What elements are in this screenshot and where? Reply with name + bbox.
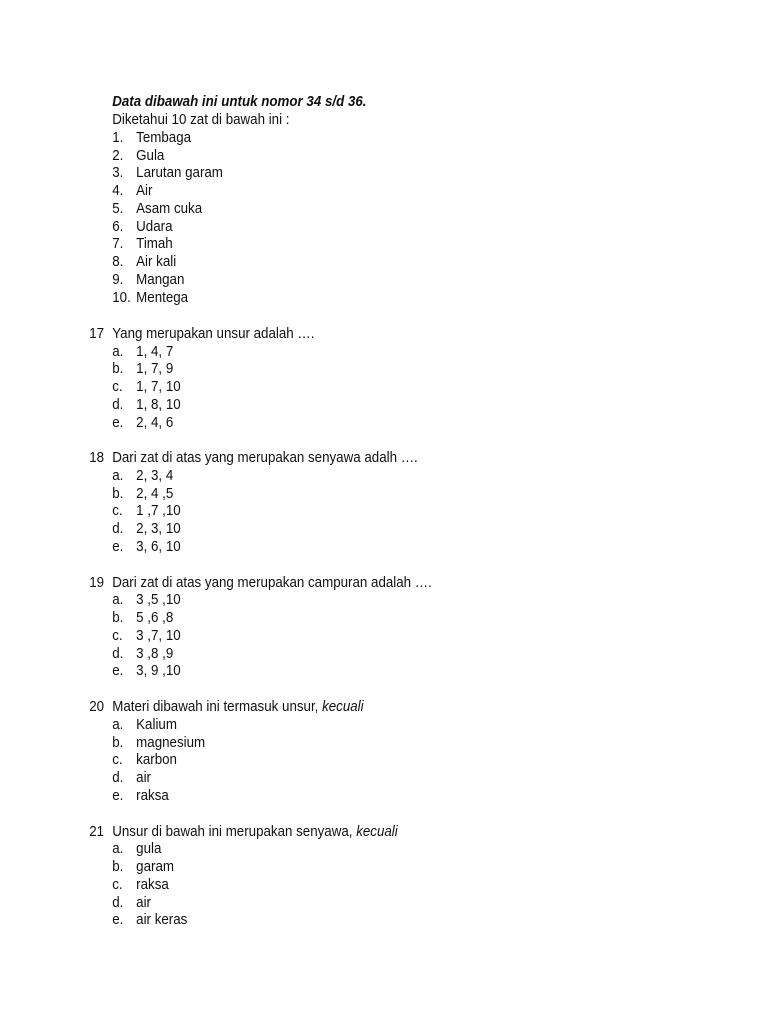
question-text: Materi dibawah ini termasuk unsur, kecuali <box>112 699 364 715</box>
question-text: Dari zat di atas yang merupakan senyawa adalh …. <box>112 450 418 466</box>
question-number: 19 <box>89 575 105 591</box>
emphasis-kecuali: kecuali <box>322 699 364 715</box>
question-text: Unsur di bawah ini merupakan senyawa, kecuali <box>112 824 398 840</box>
emphasis-kecuali: kecuali <box>356 824 398 840</box>
data-heading: Data dibawah ini untuk nomor 34 s/d 36. <box>112 94 367 110</box>
question-number: 21 <box>89 824 105 840</box>
question-text: Dari zat di atas yang merupakan campuran adalah …. <box>112 575 432 591</box>
question-text: Yang merupakan unsur adalah …. <box>112 326 315 342</box>
question-number: 20 <box>89 699 105 715</box>
document-page: Data dibawah ini untuk nomor 34 s/d 36. Diketahui 10 zat di bawah ini : 1. Tembaga 2. Gula 3. Larutan garam 4. Air 5. Asam cuka 6. Udara 7. Timah 8. Air kali 9. Mangan 10. Mentega 17 Yang merupakan unsur adalah …. a. 1, 4, 7 b. 1, 7, 9 c. 1, 7, 10 d. 1, 8, 10 e. 2, 4, 6 18 Dari zat di atas yang merupakan senyawa adalh …. a. 2, 3, 4 b. 2, 4 ,5 c. 1 ,7 ,10 d. 2, 3, 10 e. 3, 6, 10 19 Dari zat di atas yang merupakan campuran adalah …. a. 3 ,5 ,10 b. 5 ,6 ,8 c. 3 ,7, 10 d. 3 ,8 ,9 e. 3, 9 ,10 20 Materi dibawah ini termasuk unsur, kecuali a. Kalium b. magnesium c. karbon d. air e. raksa 21 Unsur di bawah ini merupakan senyawa, kecuali a. gula b. garam c. raksa d. air e. air keras <box>89 94 432 928</box>
data-lead: Diketahui 10 zat di bawah ini : <box>112 112 290 128</box>
question-number: 17 <box>89 326 105 342</box>
question-number: 18 <box>89 450 105 466</box>
